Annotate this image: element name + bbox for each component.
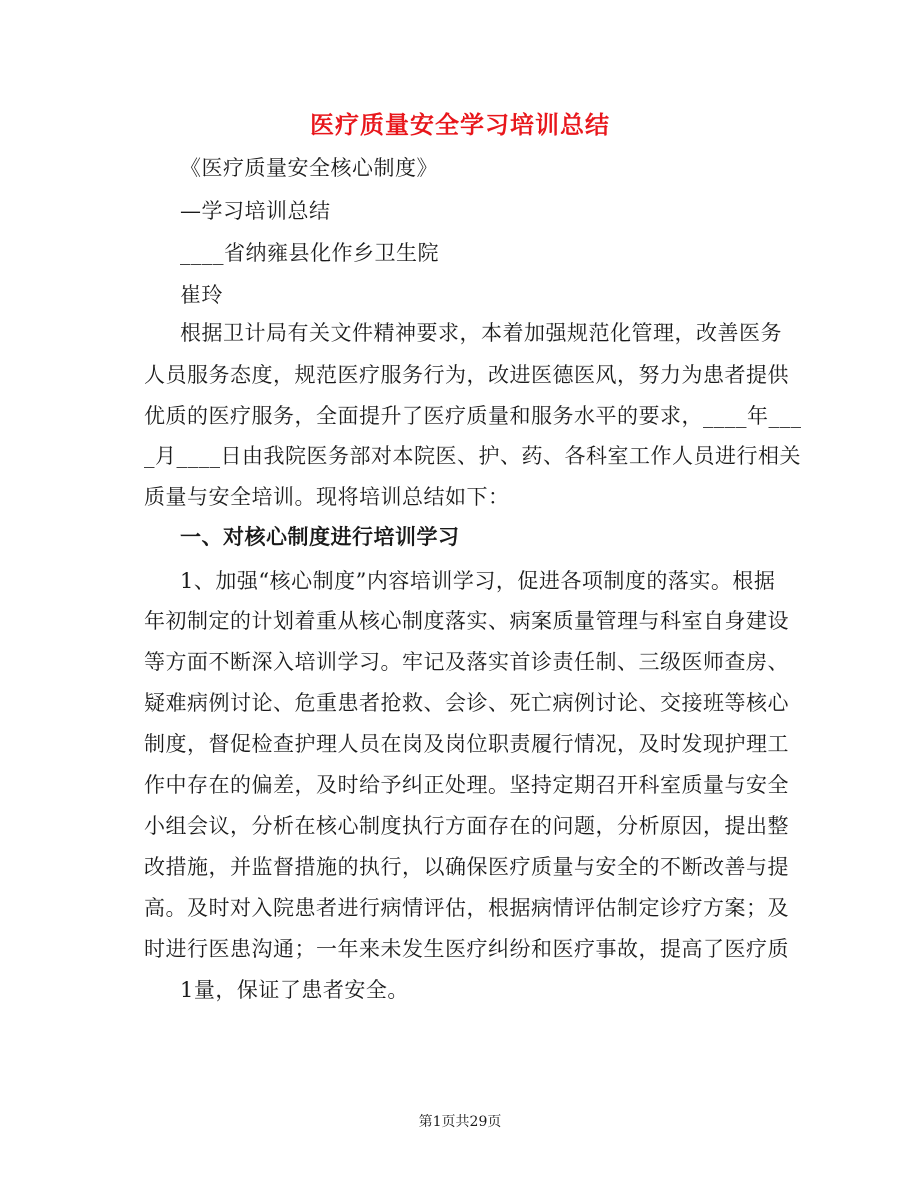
header-line-author: 崔玲 bbox=[180, 283, 223, 307]
section-line: 1、加强“核心制度”内容培训学习，促进各项制度的落实。根据 bbox=[180, 569, 776, 593]
section-heading: 一、对核心制度进行培训学习 bbox=[180, 524, 460, 549]
header-line-book-title: 《医疗质量安全核心制度》 bbox=[180, 156, 438, 180]
section-line: 等方面不断深入培训学习。牢记及落实首诊责任制、三级医师查房、 bbox=[144, 650, 789, 674]
header-line-institution: ____省纳雍县化作乡卫生院 bbox=[180, 241, 439, 265]
intro-line: 质量与安全培训。现将培训总结如下： bbox=[144, 485, 510, 509]
page-number-footer: 第1页共29页 bbox=[418, 1114, 502, 1130]
intro-line: 人员服务态度，规范医疗服务行为，改进医德医风，努力为患者提供 bbox=[144, 363, 789, 387]
section-line: 小组会议，分析在核心制度执行方面存在的问题，分析原因，提出整 bbox=[144, 814, 789, 838]
document-title: 医疗质量安全学习培训总结 bbox=[310, 110, 610, 139]
section-line: 作中存在的偏差，及时给予纠正处理。坚持定期召开科室质量与安全 bbox=[144, 773, 789, 797]
section-line: 高。及时对入院患者进行病情评估，根据病情评估制定诊疗方案；及 bbox=[144, 896, 789, 920]
section-line: 改措施，并监督措施的执行，以确保医疗质量与安全的不断改善与提 bbox=[144, 855, 789, 879]
section-line: 制度，督促检查护理人员在岗及岗位职责履行情况，及时发现护理工 bbox=[144, 732, 789, 756]
section-line: 时进行医患沟通；一年来未发生医疗纠纷和医疗事故，提高了医疗质 bbox=[144, 937, 789, 961]
intro-line: _月____日由我院医务部对本院医、护、药、各科室工作人员进行相关 bbox=[144, 444, 801, 468]
intro-line: 根据卫计局有关文件精神要求，本着加强规范化管理，改善医务 bbox=[180, 321, 782, 345]
header-line-subtitle: —学习培训总结 bbox=[180, 199, 331, 223]
section-line: 年初制定的计划着重从核心制度落实、病案质量管理与科室自身建设 bbox=[144, 609, 789, 633]
intro-line: 优质的医疗服务，全面提升了医疗质量和服务水平的要求，____年___ bbox=[144, 404, 802, 428]
section-line: 疑难病例讨论、危重患者抢救、会诊、死亡病例讨论、交接班等核心 bbox=[144, 691, 789, 715]
section-line: 1量，保证了患者安全。 bbox=[180, 978, 409, 1002]
